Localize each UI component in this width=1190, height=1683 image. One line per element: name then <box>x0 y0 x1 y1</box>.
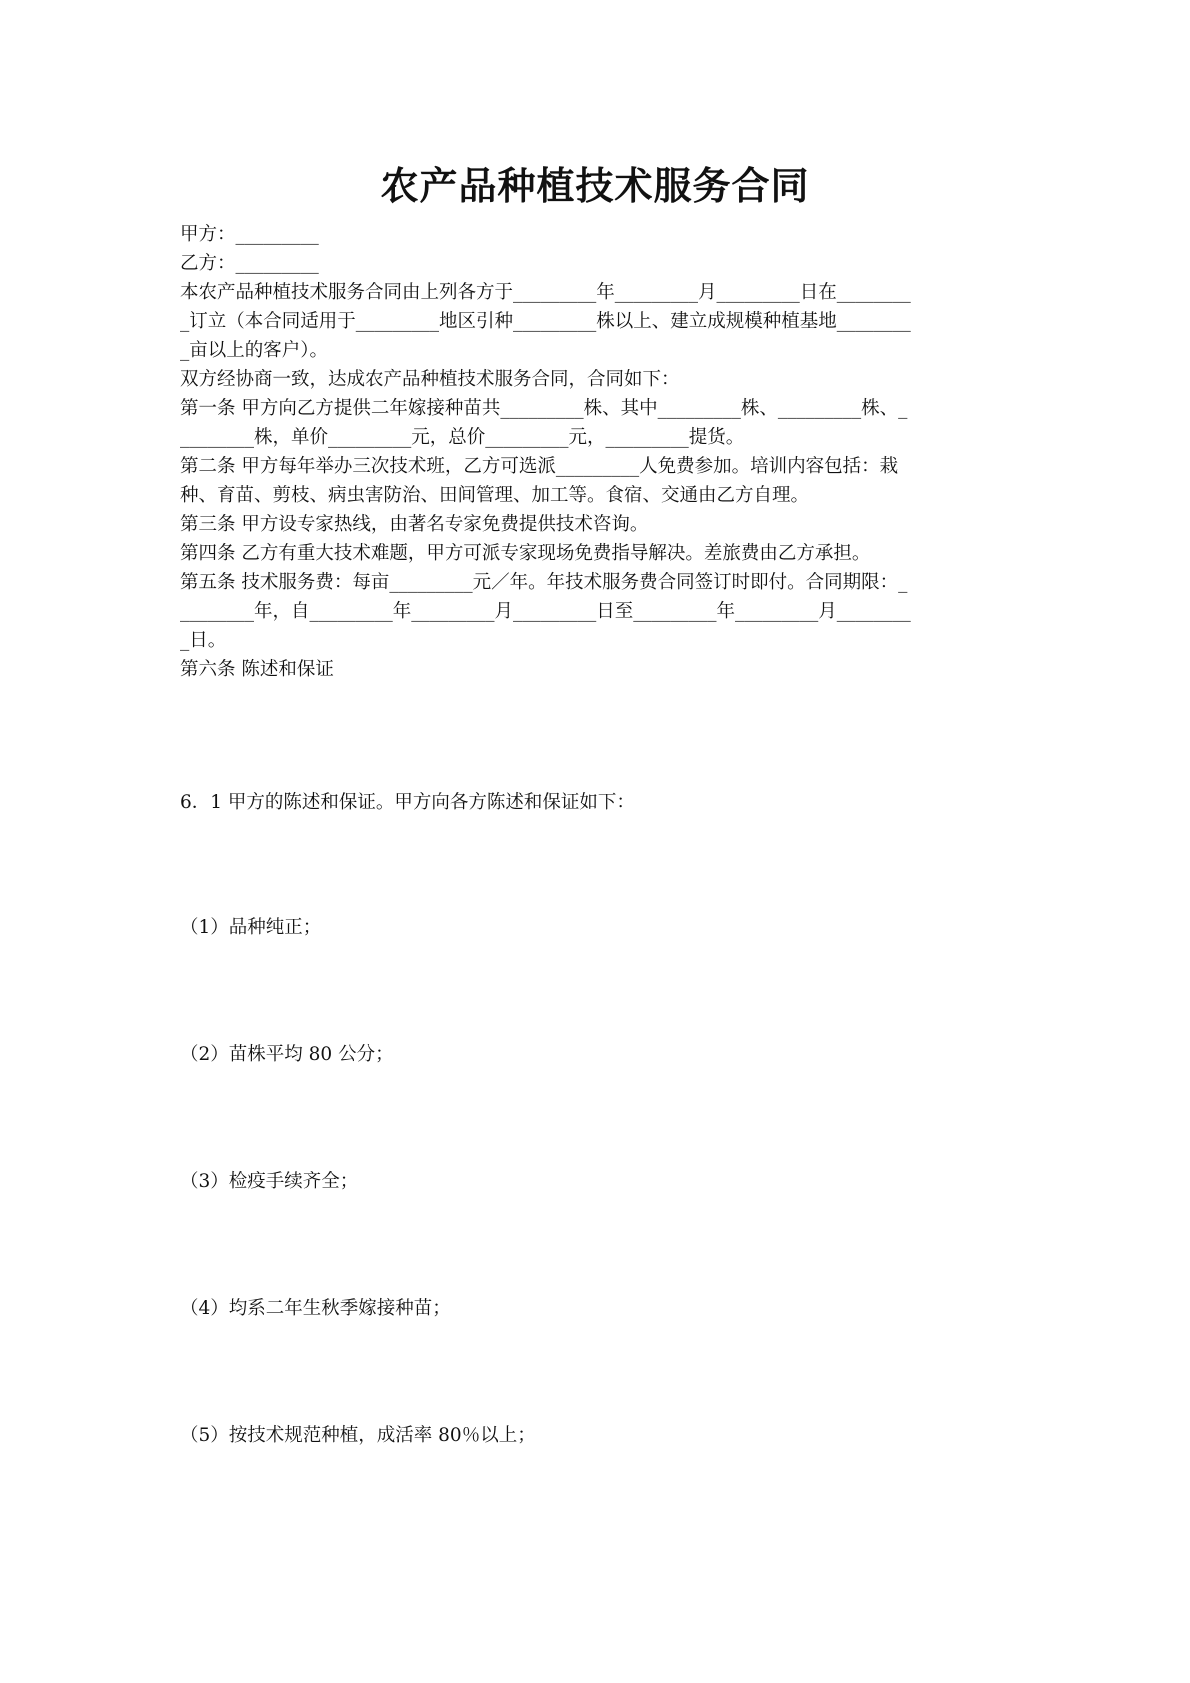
article-1-line-2: ________株，单价_________元，总价_________元，_________提货。 <box>180 427 745 448</box>
document-title: 农产品种植技术服务合同 <box>380 164 810 208</box>
agreement-line: 双方经协商一致，达成农产品种植技术服务合同，合同如下： <box>180 369 680 390</box>
warranty-item-4: （4）均系二年生秋季嫁接种苗； <box>180 1298 451 1319</box>
intro-line-1: 本农产品种植技术服务合同由上列各方于_________年_________月_________日在________ <box>180 282 911 303</box>
warranty-item-3: （3）检疫手续齐全； <box>180 1171 359 1192</box>
warranty-item-1: （1）品种纯正； <box>180 917 322 938</box>
warranty-item-2: （2）苗株平均 80 公分； <box>180 1044 394 1065</box>
intro-line-3: _亩以上的客户）。 <box>180 340 329 361</box>
article-4-line: 第四条 乙方有重大技术难题，甲方可派专家现场免费指导解决。差旅费由乙方承担。 <box>180 543 871 564</box>
intro-line-2: _订立（本合同适用于_________地区引种_________株以上、建立成规模种植基地________ <box>180 311 911 332</box>
article-5-line-1: 第五条 技术服务费：每亩_________元／年。年技术服务费合同签订时即付。合同期限：_ <box>180 572 908 593</box>
article-3-line: 第三条 甲方设专家热线，由著名专家免费提供技术咨询。 <box>180 514 649 535</box>
warranty-item-5: （5）按技术规范种植，成活率 80％以上； <box>180 1425 536 1446</box>
section-6-1: 6．1 甲方的陈述和保证。甲方向各方陈述和保证如下： <box>180 792 635 813</box>
article-1-line-1: 第一条 甲方向乙方提供二年嫁接种苗共_________株、其中_________株、_________株、_ <box>180 398 908 419</box>
article-5-line-2: ________年，自_________年_________月_________日至_________年_________月________ <box>180 601 911 622</box>
contract-body <box>180 220 1015 684</box>
party-b-line: 乙方：_________ <box>180 253 319 274</box>
article-6-heading: 第六条 陈述和保证 <box>180 659 334 680</box>
article-2-line-1: 第二条 甲方每年举办三次技术班，乙方可选派_________人免费参加。培训内容包括：栽 <box>180 456 899 477</box>
article-2-line-2: 种、育苗、剪枝、病虫害防治、田间管理、加工等。食宿、交通由乙方自理。 <box>180 485 810 506</box>
article-5-line-3: _日。 <box>180 630 227 651</box>
party-a-line: 甲方：_________ <box>180 224 319 245</box>
